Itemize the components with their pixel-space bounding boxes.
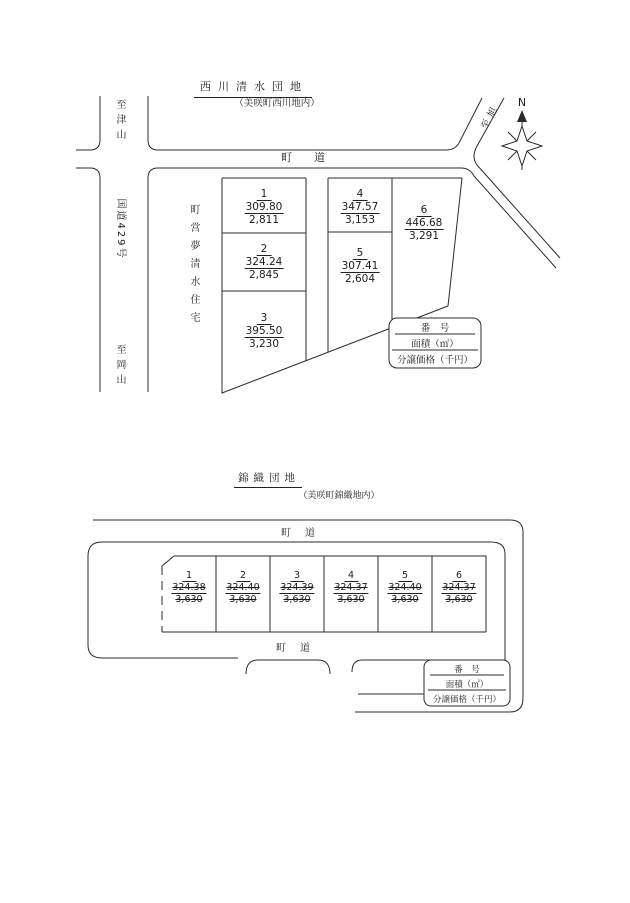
plot-area: 309.80 [245, 201, 283, 213]
plot-number: 6 [452, 570, 466, 582]
lower-plot-3 [279, 570, 314, 605]
plot-area: 324.38 [172, 582, 206, 593]
plot-area: 446.68 [405, 217, 443, 229]
lower-plot-4 [333, 570, 368, 605]
plot-price: 3,630 [229, 594, 257, 605]
plot-price: 2,811 [248, 214, 280, 226]
plot-price: 3,630 [391, 594, 419, 605]
plot-area: 324.37 [334, 582, 368, 593]
plot-number: 2 [257, 243, 272, 256]
plot-number: 4 [353, 188, 368, 201]
plot-price: 3,291 [408, 230, 440, 242]
upper-legend-area: 面積（㎡） [411, 339, 459, 350]
plot-area: 347.57 [341, 201, 379, 213]
plot-number: 6 [417, 204, 432, 217]
upper-legend-price: 分譲価格（千円） [396, 355, 474, 366]
lower-road-bottom-label: 町道 [276, 643, 324, 654]
upper-plot-6 [405, 204, 444, 242]
plot-number: 4 [344, 570, 358, 582]
plot-number: 5 [398, 570, 412, 582]
plot-area: 307.41 [341, 260, 379, 272]
upper-plot-2 [245, 243, 284, 281]
plot-price: 3,630 [337, 594, 365, 605]
town-housing-label: 町営夢清水住宅 [188, 204, 199, 330]
to-okayama-label: 至岡山 [114, 344, 125, 389]
route-429-label: 国道429号 [115, 198, 126, 260]
upper-legend-number: 番 号 [420, 323, 450, 334]
lower-legend-number: 番 号 [454, 665, 480, 675]
plot-price: 3,230 [248, 338, 280, 350]
lower-title: 錦織団地 [234, 470, 302, 488]
upper-road-top-label: 町道 [281, 151, 347, 164]
plot-price: 3,630 [445, 594, 473, 605]
upper-plot-5 [341, 247, 380, 285]
to-tsuyama-label: 至津山 [114, 99, 125, 144]
upper-subtitle: （美咲町西川地内） [234, 98, 320, 109]
plot-price: 3,630 [283, 594, 311, 605]
upper-plot-3 [245, 312, 284, 350]
plot-number: 1 [182, 570, 196, 582]
plot-number: 2 [236, 570, 250, 582]
plot-price: 3,153 [344, 214, 376, 226]
compass-north-label: N [517, 96, 527, 109]
diagonal-road-destination-label: 至旭 [479, 102, 502, 132]
plot-price: 3,630 [175, 594, 203, 605]
plot-area: 324.40 [388, 582, 422, 593]
lower-legend-area: 面積（㎡） [445, 680, 489, 690]
plot-price: 2,604 [344, 273, 376, 285]
compass-rose-icon [502, 110, 542, 170]
plot-area: 324.37 [442, 582, 476, 593]
plot-number: 5 [353, 247, 368, 260]
lower-subtitle: （美咲町錦織地内） [298, 491, 380, 501]
lower-road-top-label: 町道 [281, 528, 329, 539]
plot-number: 3 [290, 570, 304, 582]
upper-plot-4 [341, 188, 380, 226]
plot-price: 2,845 [248, 269, 280, 281]
plot-number: 1 [257, 188, 272, 201]
plot-area: 324.40 [226, 582, 260, 593]
lower-plot-5 [387, 570, 422, 605]
plot-number: 3 [257, 312, 272, 325]
lower-plot-1 [171, 570, 206, 605]
upper-plot-1 [245, 188, 284, 226]
upper-title: 西川清水団地 [194, 78, 312, 98]
plot-area: 324.24 [245, 256, 283, 268]
plot-area: 324.39 [280, 582, 314, 593]
plot-area: 395.50 [245, 325, 283, 337]
lower-legend-price: 分譲価格（千円） [432, 695, 502, 705]
lower-plot-6 [441, 570, 476, 605]
lower-plot-2 [225, 570, 260, 605]
